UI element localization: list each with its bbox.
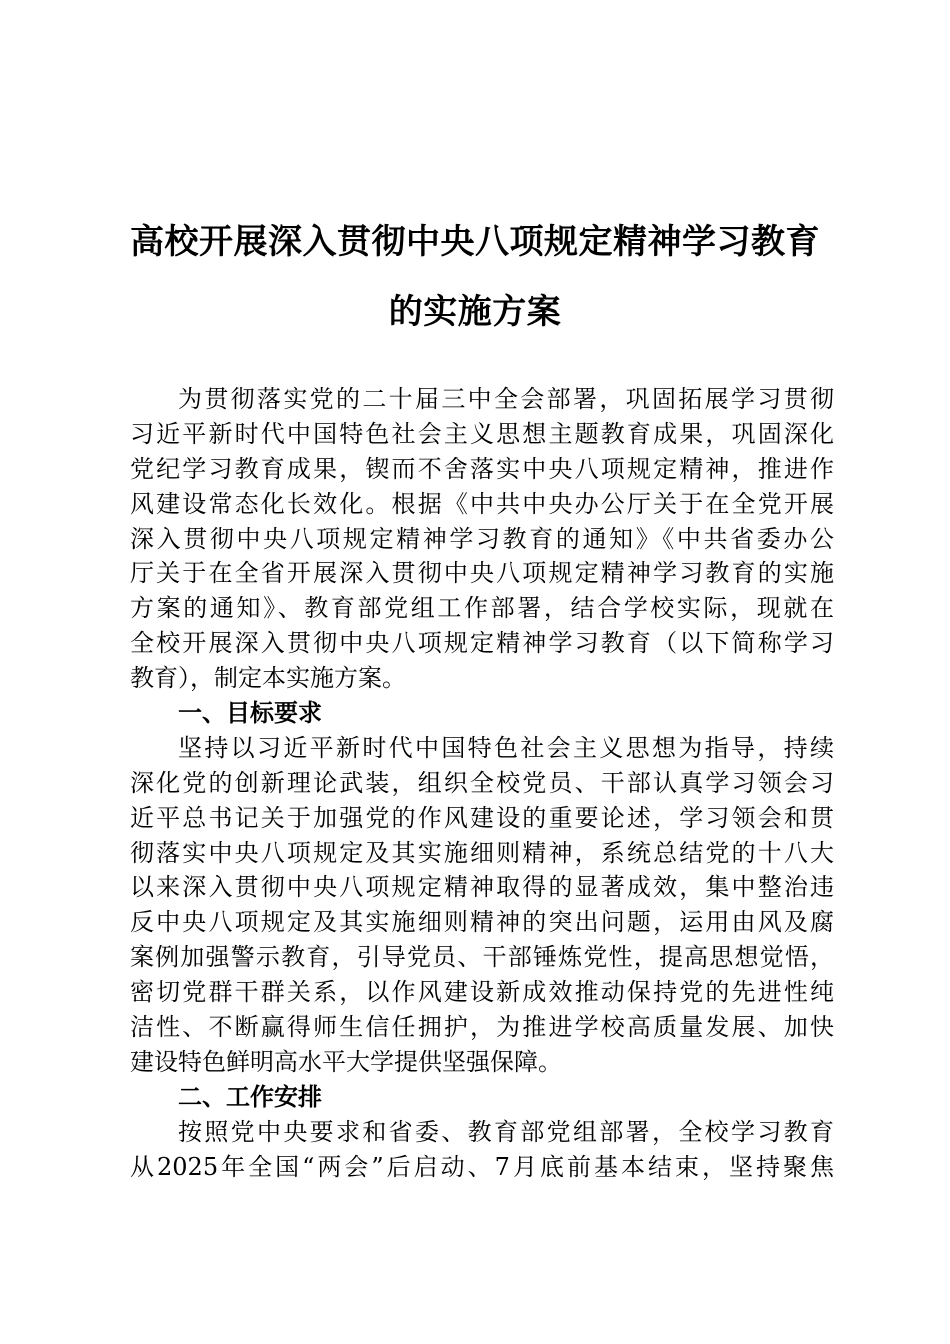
intro-line: 习近平新时代中国特色社会主义思想主题教育成果，巩固深化 [130,419,834,448]
intro-line: 厅关于在全省开展深入贯彻中央八项规定精神学习教育的实施 [130,559,834,588]
section1-line: 彻落实中央八项规定及其实施细则精神，系统总结党的十八大 [130,838,834,867]
section1-line: 近平总书记关于加强党的作风建设的重要论述，学习领会和贯 [130,803,834,832]
intro-line: 党纪学习教育成果，锲而不舍落实中央八项规定精神，推进作 [130,454,834,483]
intro-line: 深入贯彻中央八项规定精神学习教育的通知》《中共省委办公 [130,524,834,553]
intro-line: 为贯彻落实党的二十届三中全会部署，巩固拓展学习贯彻 [178,385,834,413]
section1-line: 反中央八项规定及其实施细则精神的突出问题，运用由风及腐 [130,908,834,937]
section1-line: 建设特色鲜明高水平大学提供坚强保障。 [130,1047,562,1076]
intro-line: 方案的通知》、教育部党组工作部署，结合学校实际，现就在 [130,594,834,623]
section2-line: 按照党中央要求和省委、教育部党组部署，全校学习教育 [178,1117,834,1146]
document-body [130,382,834,1184]
section-heading-goals: 一、目标要求 [178,698,322,728]
section1-line: 坚持以习近平新时代中国特色社会主义思想为指导，持续 [178,733,834,762]
document-title-line-2: 的实施方案 [388,292,562,332]
intro-line: 风建设常态化长效化。根据《中共中央办公厅关于在全党开展 [130,489,834,518]
section1-line: 密切党群干群关系，以作风建设新成效推动保持党的先进性纯 [130,978,834,1007]
section1-line: 案例加强警示教育，引导党员、干部锤炼党性，提高思想觉悟， [130,943,834,972]
intro-line: 全校开展深入贯彻中央八项规定精神学习教育（以下简称学习 [130,629,834,658]
section1-line: 洁性、不断赢得师生信任拥护，为推进学校高质量发展、加快 [130,1013,834,1042]
section2-line: 从2025年全国“两会”后启动、7月底前基本结束，坚持聚焦 [130,1152,834,1181]
intro-line: 教育），制定本实施方案。 [130,664,406,693]
section1-line: 以来深入贯彻中央八项规定精神取得的显著成效，集中整治违 [130,873,834,902]
section-heading-arrangement: 二、工作安排 [178,1081,322,1111]
section1-line: 深化党的创新理论武装，组织全校党员、干部认真学习领会习 [130,768,834,797]
document-title-line-1: 高校开展深入贯彻中央八项规定精神学习教育 [130,222,820,262]
